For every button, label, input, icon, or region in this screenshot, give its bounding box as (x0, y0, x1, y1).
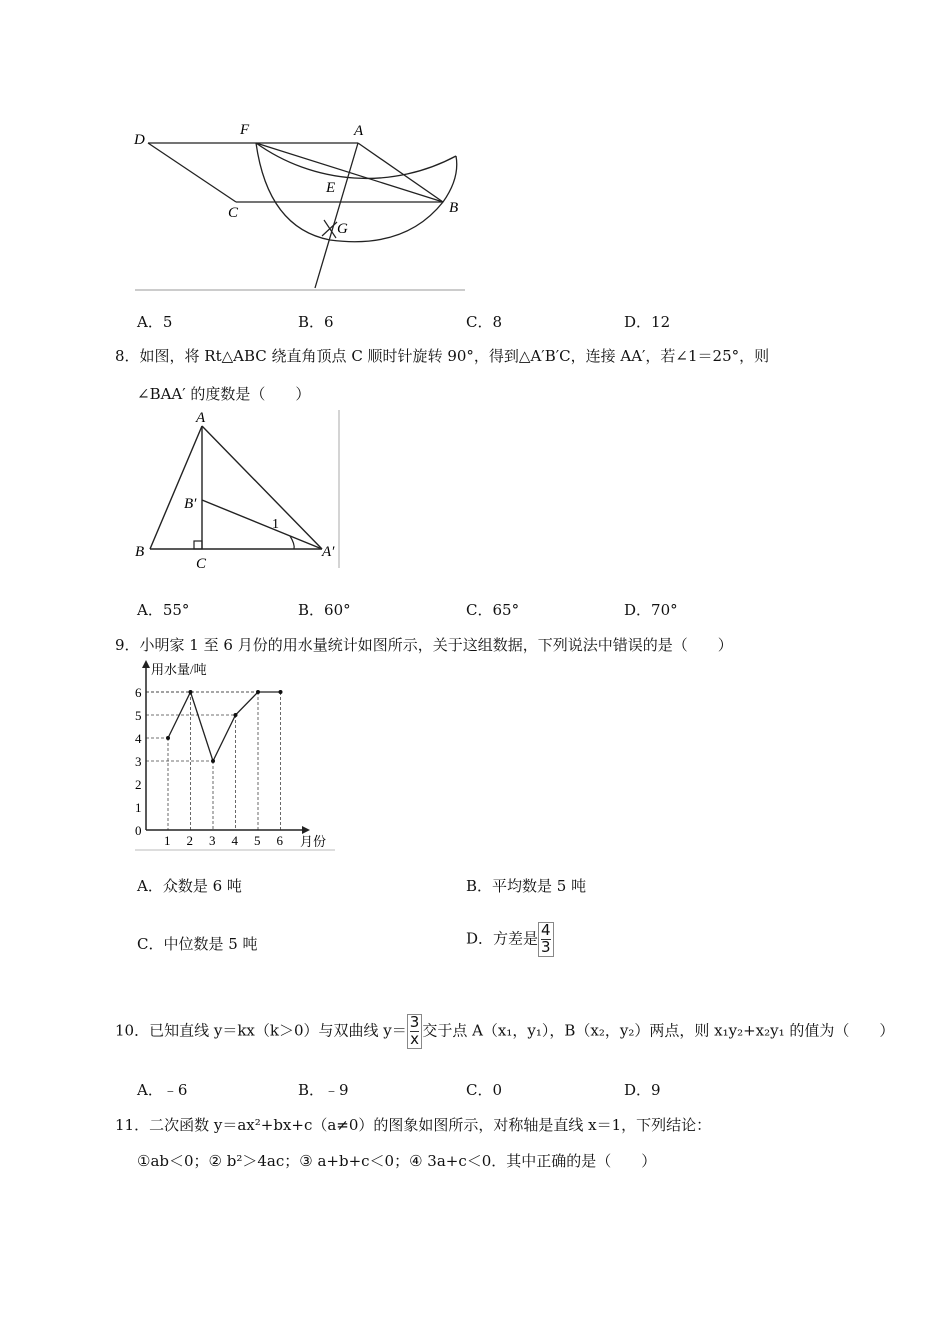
q9-chart-point (256, 690, 260, 694)
q9-stem: 9．小明家 1 至 6 月份的用水量统计如图所示，关于这组数据，下列说法中错误的是（ ） (115, 636, 733, 654)
q10-stem (115, 1014, 894, 1049)
q10-option-c: C．0 (466, 1081, 503, 1099)
q9-chart-ytick: 0 (135, 823, 142, 838)
q8-figure (132, 408, 344, 572)
q8-label-B: B (135, 544, 145, 560)
q9-chart-xtick: 2 (186, 833, 193, 848)
q7-option-a: A．5 (137, 313, 173, 331)
q9-option-d (466, 922, 554, 957)
q10-stem-prefix: 10．已知直线 y＝kx（k＞0）与双曲线 y＝ (115, 1021, 407, 1040)
q11-stem-line2: ①ab＜0；② b²＞4ac；③ a+b+c＜0；④ 3a+c＜0．其中正确的是（ ） (137, 1152, 657, 1170)
q9-chart-point (189, 690, 193, 694)
q9-chart-xtick: 3 (209, 833, 216, 848)
q7-figure (130, 118, 470, 294)
q9-chart-ylabel: 用水量/吨 (151, 662, 207, 677)
q7-label-C: C (228, 205, 239, 221)
q8-label-Bprime: B′ (184, 496, 197, 512)
q9-chart-xtick: 4 (231, 833, 238, 848)
q8-stem-line1: 8．如图，将 Rt△ABC 绕直角顶点 C 顺时针旋转 90°，得到△A′B′C，连接 AA′，若∠1＝25°，则 (115, 347, 770, 365)
q8-label-A: A (196, 410, 206, 426)
q7-label-E: E (326, 180, 336, 196)
q8-label-C: C (196, 556, 207, 572)
q9-chart-point (279, 690, 283, 694)
q8-option-c: C．65° (466, 601, 520, 619)
q10-fraction (407, 1014, 423, 1049)
q10-numerator: 3 (409, 1013, 420, 1031)
q9-chart-ytick: 4 (135, 731, 142, 746)
q9-option-d-fraction (538, 922, 554, 957)
q9-chart-ytick: 1 (135, 800, 142, 815)
q7-option-c: C．8 (466, 313, 503, 331)
q10-option-b: B．﹣9 (298, 1081, 349, 1099)
q9-option-b: B．平均数是 5 吨 (466, 877, 587, 895)
q9-chart-ytick: 5 (135, 708, 142, 723)
q9-chart-point (234, 713, 238, 717)
q9-chart-ytick: 3 (135, 754, 142, 769)
q9-chart-series-line (168, 692, 281, 761)
q7-label-B: B (449, 200, 459, 216)
q11-stem-line1: 11．二次函数 y＝ax²+bx+c（a≠0）的图象如图所示，对称轴是直线 x＝1，下列结论： (115, 1116, 712, 1134)
q8-option-b: B．60° (298, 601, 351, 619)
q9-option-a: A．众数是 6 吨 (137, 877, 242, 895)
q10-option-a: A．﹣6 (137, 1081, 188, 1099)
q8-label-angle1: 1 (272, 517, 279, 532)
q9-chart-ytick: 2 (135, 777, 142, 792)
q9-option-c: C．中位数是 5 吨 (137, 935, 258, 953)
q9-d-denominator: 3 (541, 937, 551, 956)
q9-chart-xlabel: 月份 (300, 834, 327, 849)
q9-chart-point (166, 736, 170, 740)
q7-label-D: D (134, 132, 145, 148)
q7-option-d: D．12 (624, 313, 671, 331)
q10-denominator: x (410, 1029, 419, 1048)
q7-label-A: A (354, 123, 364, 139)
q8-option-a: A．55° (137, 601, 190, 619)
q9-line-chart (132, 660, 338, 854)
q9-d-numerator: 4 (541, 921, 551, 939)
q7-label-F: F (240, 122, 250, 138)
q7-option-b: B．6 (298, 313, 334, 331)
q9-option-d-text: D．方差是 (466, 929, 539, 948)
q9-chart-xtick: 5 (254, 833, 261, 848)
q7-label-G: G (337, 221, 348, 237)
q9-chart-xtick: 1 (164, 833, 171, 848)
q9-chart-ytick: 6 (135, 685, 142, 700)
q9-chart-xtick: 6 (276, 833, 283, 848)
q9-chart-point (211, 759, 215, 763)
q8-stem-line2: ∠BAA′ 的度数是（ ） (137, 385, 311, 403)
q8-option-d: D．70° (624, 601, 678, 619)
q8-label-Aprime: A′ (322, 544, 335, 560)
q10-option-d: D．9 (624, 1081, 661, 1099)
q10-stem-suffix: 交于点 A（x₁，y₁），B（x₂，y₂）两点，则 x₁y₂+x₂y₁ 的值为（ ） (422, 1021, 895, 1040)
